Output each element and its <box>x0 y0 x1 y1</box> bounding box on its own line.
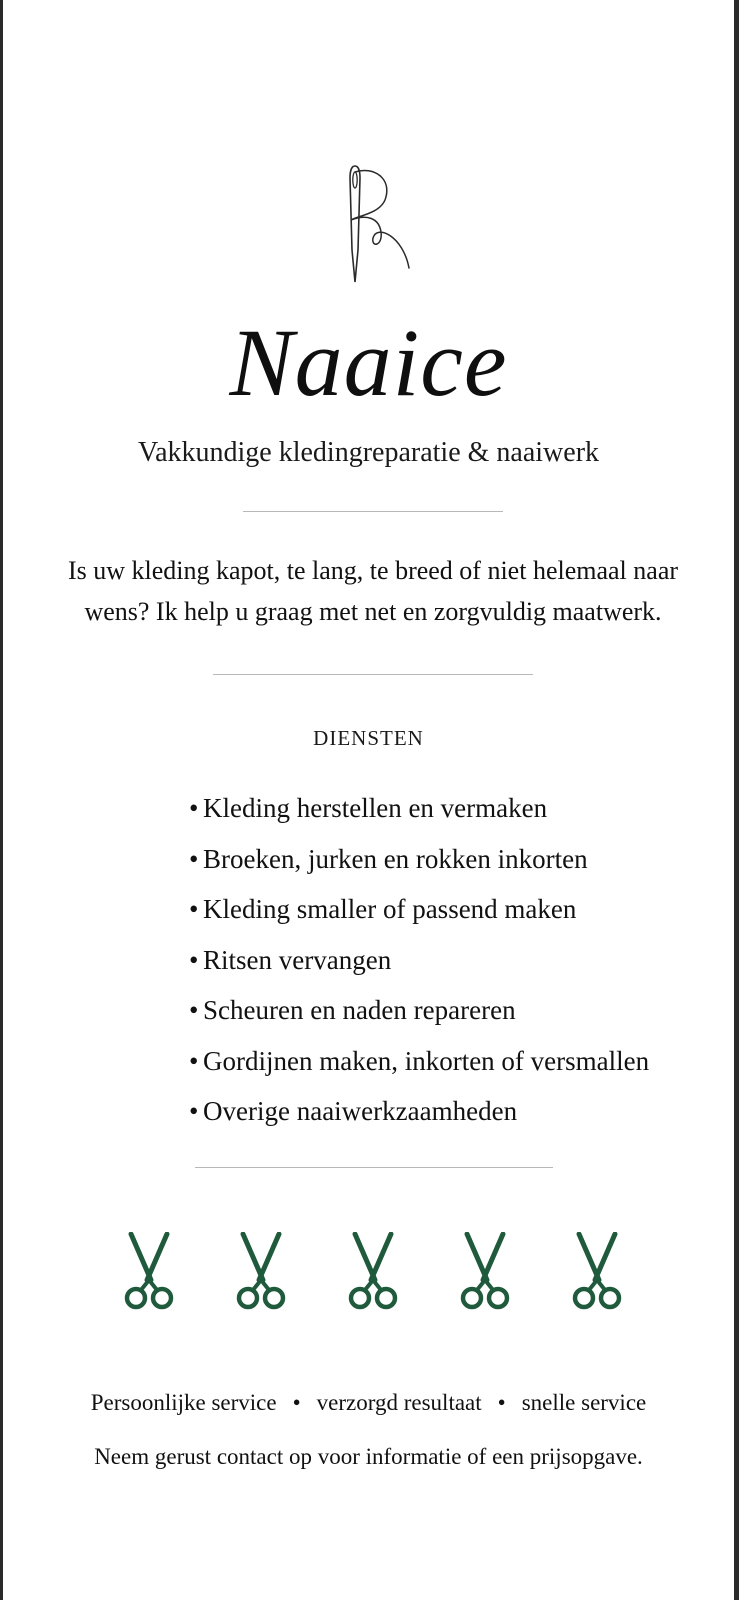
service-item <box>189 985 649 1036</box>
separator-dot: • <box>292 1390 301 1415</box>
brand-name: Naaice <box>229 309 508 416</box>
needle-thread-icon <box>333 158 423 290</box>
divider <box>243 511 503 512</box>
scissors-icon <box>235 1232 287 1310</box>
scissors-icon <box>571 1232 623 1310</box>
service-item <box>189 834 649 885</box>
bullet-icon: • <box>189 843 199 874</box>
services-list <box>189 783 649 1137</box>
service-item-label: Broeken, jurken en rokken inkorten <box>203 843 588 874</box>
features-line <box>3 1388 734 1418</box>
service-item <box>189 935 649 986</box>
bullet-icon: • <box>189 995 199 1025</box>
service-item-label: Kleding herstellen en vermaken <box>203 793 548 823</box>
divider <box>213 674 533 675</box>
service-item <box>189 783 649 834</box>
scissors-icon <box>123 1232 175 1310</box>
bullet-icon: • <box>189 1045 199 1076</box>
services-title: DIENSTEN <box>313 726 424 750</box>
intro-line: wens? Ik help u graag met net en zorgvuldig maatwerk. <box>84 597 662 626</box>
service-item-label: Gordijnen maken, inkorten of versmallen <box>203 1045 650 1076</box>
bullet-icon: • <box>189 944 199 975</box>
bullet-icon: • <box>189 894 199 924</box>
flyer-page <box>3 0 734 1600</box>
service-item <box>189 884 649 935</box>
scissors-icon <box>459 1232 511 1310</box>
service-item <box>189 1086 649 1137</box>
scissors-icon <box>347 1232 399 1310</box>
intro-line: Is uw kleding kapot, te lang, te breed of niet helemaal naar <box>67 556 679 585</box>
feature-item: Persoonlijke service <box>90 1390 277 1415</box>
separator-dot: • <box>497 1390 506 1415</box>
intro-text <box>43 550 703 632</box>
bullet-icon: • <box>189 1096 199 1126</box>
contact-text: Neem gerust contact op voor informatie of een prijsopgave. <box>94 1444 643 1469</box>
feature-item: snelle service <box>521 1390 647 1415</box>
scissors-row <box>123 1232 623 1312</box>
divider <box>195 1167 553 1168</box>
feature-item: verzorgd resultaat <box>316 1390 482 1415</box>
tagline: Vakkundige kledingreparatie & naaiwerk <box>137 437 600 468</box>
service-item-label: Scheuren en naden repareren <box>203 995 516 1025</box>
service-item-label: Ritsen vervangen <box>203 944 392 975</box>
service-item <box>189 1036 649 1087</box>
bullet-icon: • <box>189 793 199 823</box>
service-item-label: Overige naaiwerkzaamheden <box>203 1096 518 1126</box>
service-item-label: Kleding smaller of passend maken <box>203 894 577 924</box>
